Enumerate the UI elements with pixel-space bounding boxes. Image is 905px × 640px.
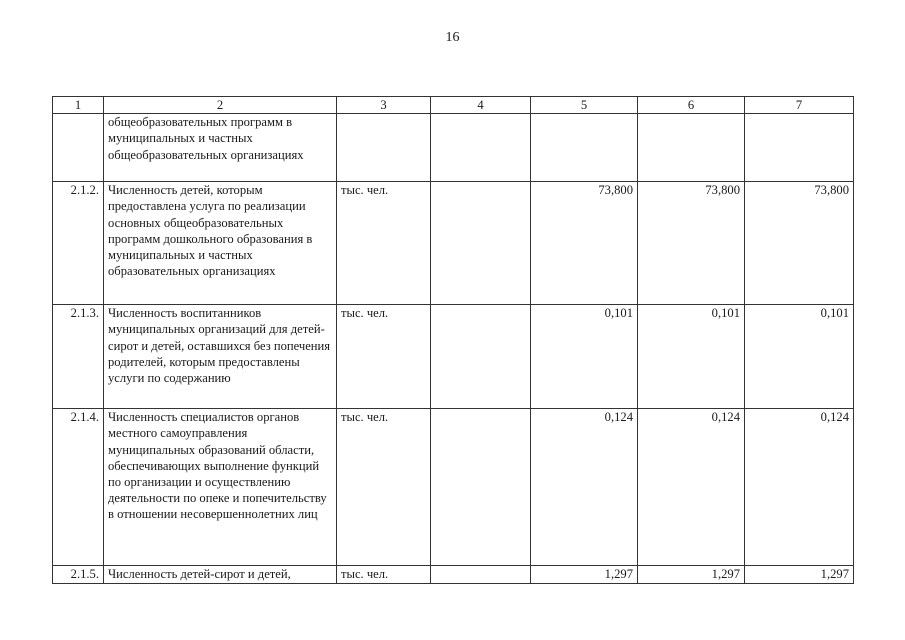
header-cell: 4: [431, 97, 531, 114]
table-row: [53, 305, 854, 409]
table-header-row: [53, 97, 854, 114]
header-cell: 2: [104, 97, 337, 114]
value-cell-5: 0,101: [531, 305, 638, 409]
table-row: [53, 566, 854, 584]
unit-cell: [337, 114, 431, 182]
value-cell-7: [745, 114, 854, 182]
unit-cell: тыс. чел.: [337, 566, 431, 584]
value-cell-4: [431, 305, 531, 409]
value-cell-4: [431, 114, 531, 182]
indicator-name: общеобразовательных программ в муниципальных и частных общеобразовательных организациях: [104, 114, 337, 182]
value-cell-6: 0,101: [638, 305, 745, 409]
value-cell-5: 1,297: [531, 566, 638, 584]
value-cell-7: 73,800: [745, 182, 854, 305]
page-number: 16: [445, 30, 460, 45]
unit-cell: тыс. чел.: [337, 305, 431, 409]
value-cell-6: 1,297: [638, 566, 745, 584]
header-cell: 6: [638, 97, 745, 114]
header-cell: 7: [745, 97, 854, 114]
header-cell: 1: [53, 97, 104, 114]
value-cell-6: 0,124: [638, 409, 745, 566]
value-cell-7: 1,297: [745, 566, 854, 584]
row-number: 2.1.5.: [53, 566, 104, 584]
value-cell-4: [431, 409, 531, 566]
value-cell-5: [531, 114, 638, 182]
indicator-name: Численность специалистов органов местного самоуправления муниципальных образований области, обеспечивающих выполнение функций по организации и осуществлению деятельности по опеке и попечительству в отношении несовершеннолетних лиц: [104, 409, 337, 566]
header-cell: 3: [337, 97, 431, 114]
value-cell-5: 73,800: [531, 182, 638, 305]
value-cell-6: [638, 114, 745, 182]
value-cell-7: 0,101: [745, 305, 854, 409]
data-table: [52, 96, 854, 584]
table-row: [53, 182, 854, 305]
unit-cell: тыс. чел.: [337, 182, 431, 305]
row-number: 2.1.3.: [53, 305, 104, 409]
value-cell-5: 0,124: [531, 409, 638, 566]
value-cell-4: [431, 566, 531, 584]
value-cell-7: 0,124: [745, 409, 854, 566]
unit-cell: тыс. чел.: [337, 409, 431, 566]
row-number: 2.1.2.: [53, 182, 104, 305]
indicator-name: Численность детей, которым предоставлена услуга по реализации основных общеобразовательных программ дошкольного образования в муниципальных и частных образовательных организациях: [104, 182, 337, 305]
indicator-name: Численность детей-сирот и детей,: [104, 566, 337, 584]
value-cell-6: 73,800: [638, 182, 745, 305]
value-cell-4: [431, 182, 531, 305]
row-number: 2.1.4.: [53, 409, 104, 566]
table-row: [53, 409, 854, 566]
header-cell: 5: [531, 97, 638, 114]
row-number: [53, 114, 104, 182]
indicator-name: Численность воспитанников муниципальных организаций для детей-сирот и детей, оставшихся без попечения родителей, которым предоставлены услуги по содержанию: [104, 305, 337, 409]
table-row: [53, 114, 854, 182]
